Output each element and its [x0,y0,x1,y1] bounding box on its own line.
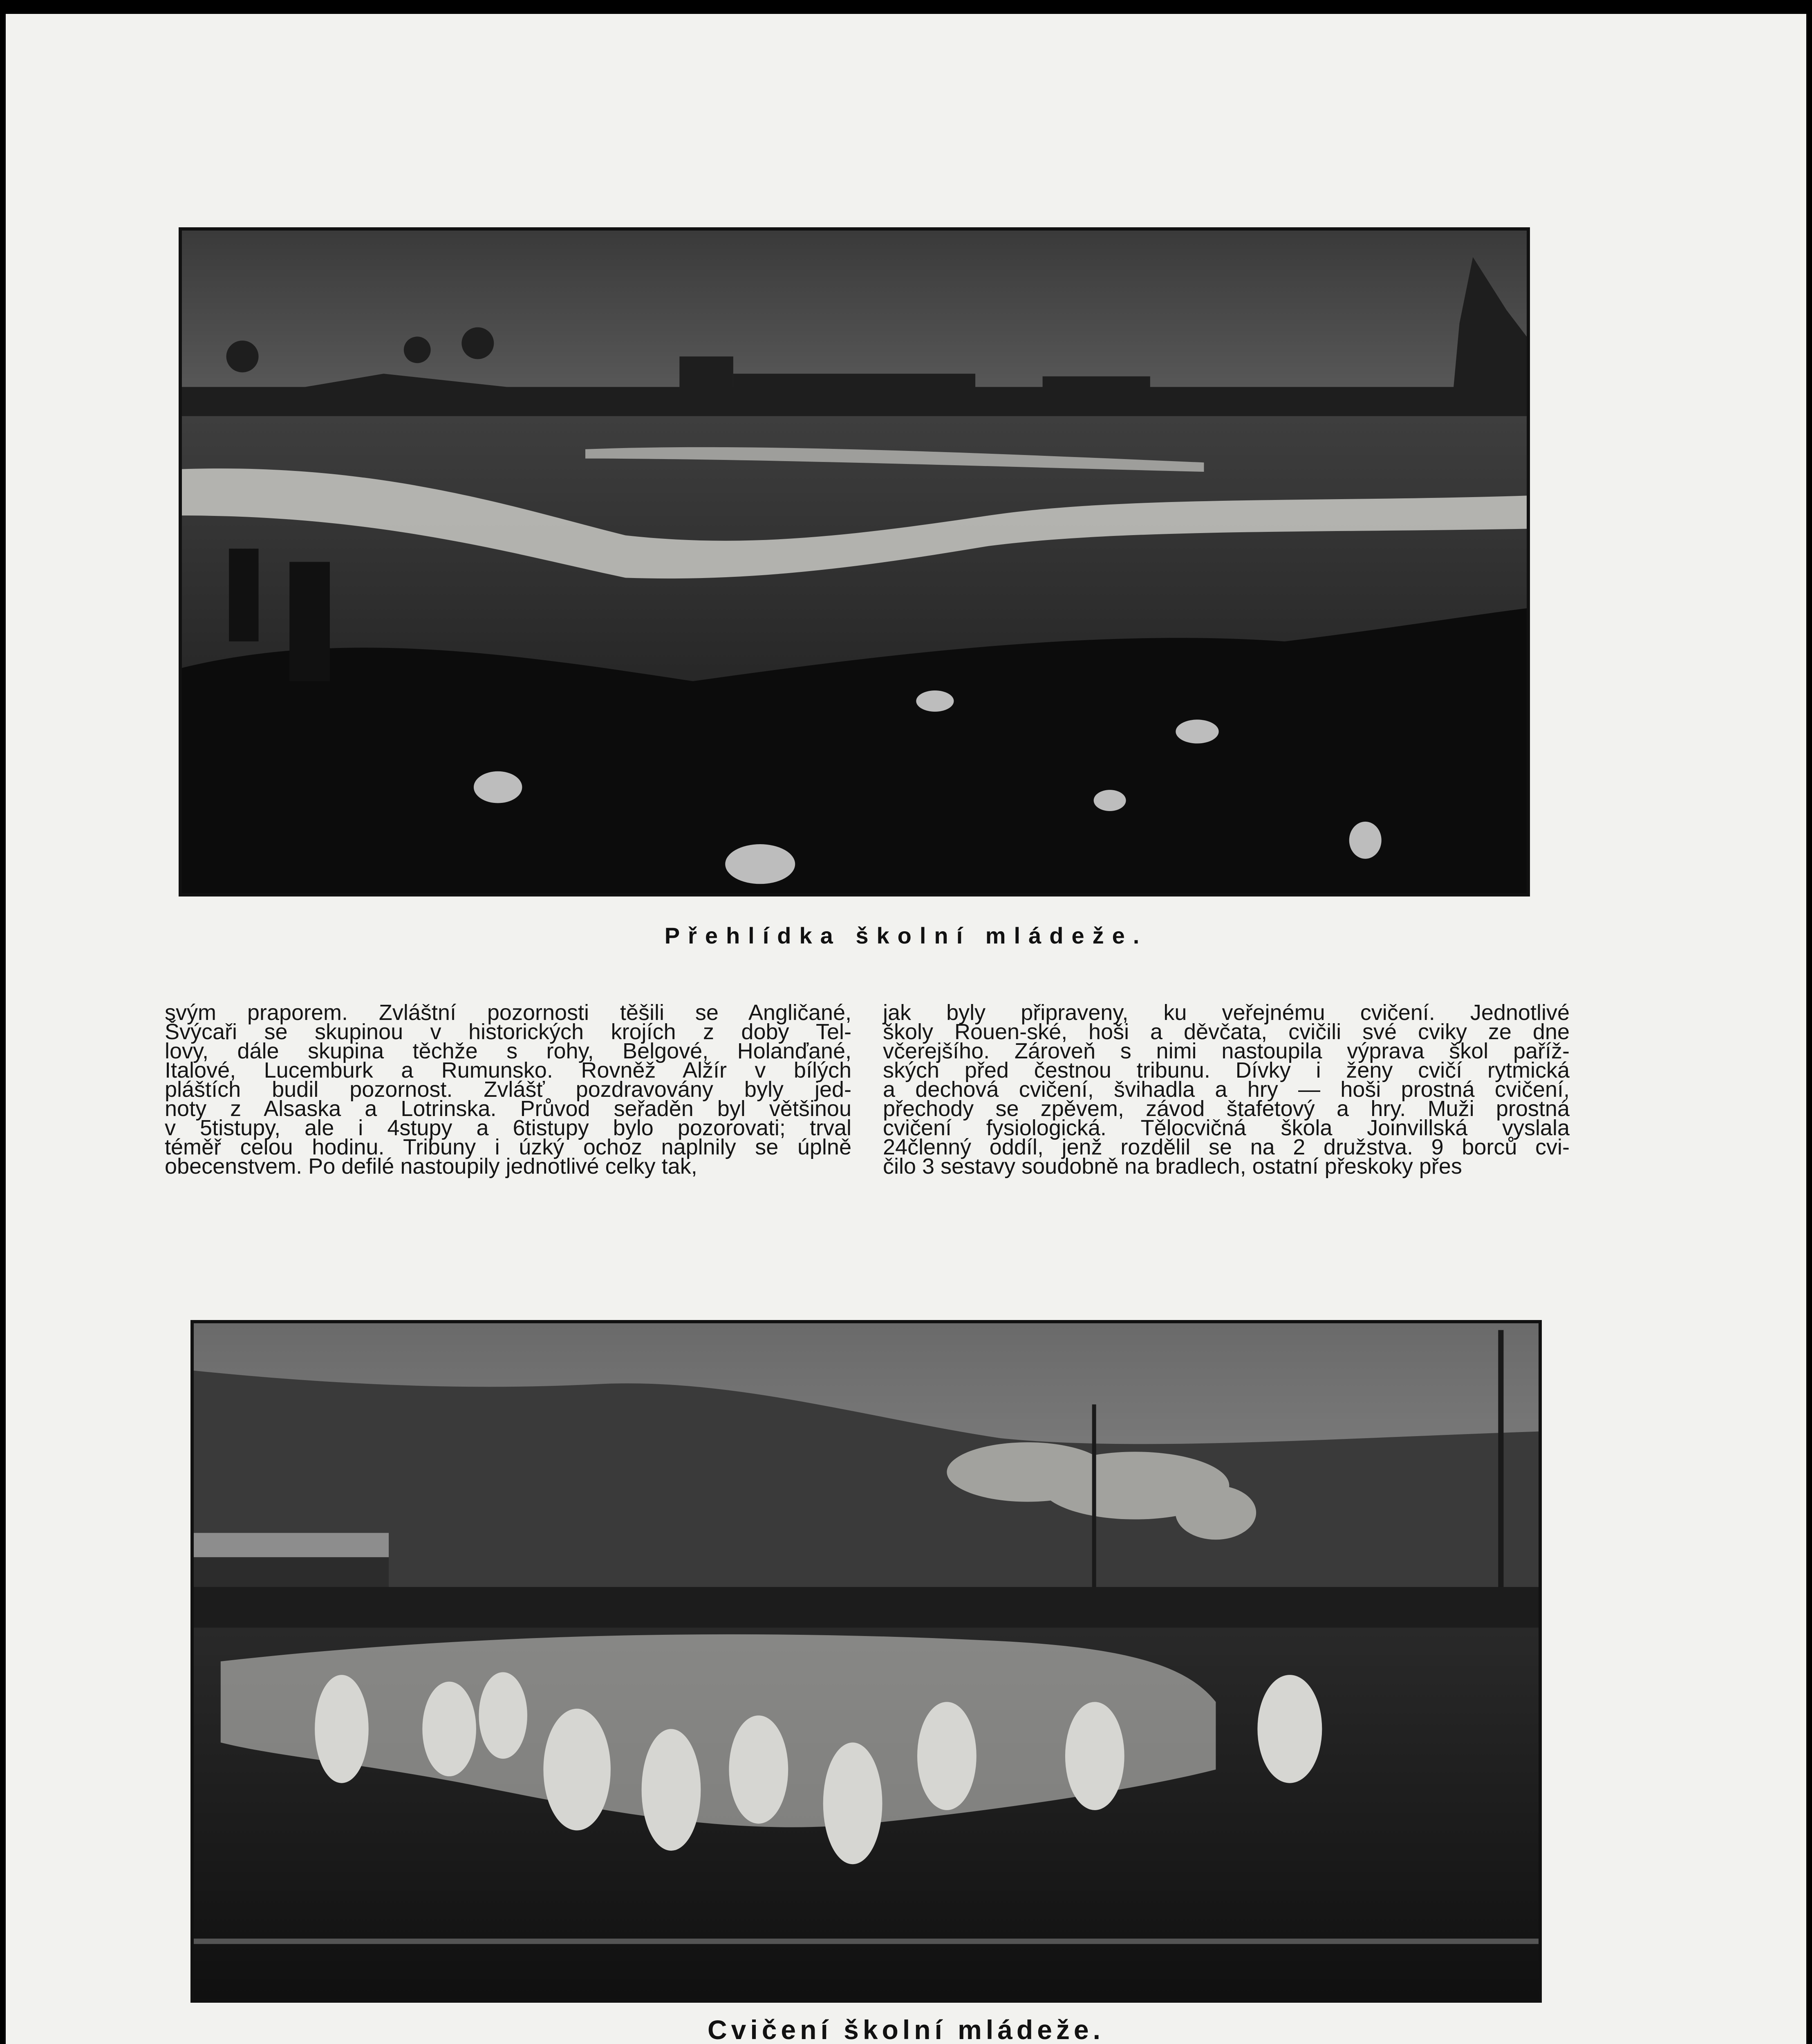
text-line: Italové, Lucemburk a Rumunsko. Rovněž Alžír v bílých [165,1058,851,1083]
text-line: svým praporem. Zvláštní pozornosti těšili se Angličané, [165,1000,851,1025]
text-line: obecenstvem. Po defilé nastoupily jednotlivé celky tak, [165,1154,697,1179]
text-line: Švýcaři se skupinou v historických krojích z doby Tel- [165,1020,851,1044]
text-line: noty z Alsaska a Lotrinska. Průvod seřaděn byl většinou [165,1096,851,1121]
exercise-scene [194,1323,1539,1999]
photo-exercises [190,1320,1542,2003]
photo-parade [179,227,1530,896]
track-line [194,1939,1539,1944]
text-line: 24členný oddíl, jenž rozdělil se na 2 družstva. 9 borců cvi- [883,1135,1570,1159]
text-line: cvičení fysiologická. Tělocvičná škola Joinvillská vyslala [883,1116,1570,1140]
text-line: lovy, dále skupina těchže s rohy, Belgové, Holanďané, [165,1039,851,1063]
text-column-right [883,1000,1570,1179]
shed-roof [194,1533,389,1558]
text-line: v 5tistupy, ale i 4stupy a 6tistupy bylo pozorovati; trval [165,1116,851,1140]
text-line: včerejšího. Zároveň s nimi nastoupila výprava škol paříž- [883,1039,1570,1063]
parade-scene [182,231,1527,893]
pole [1092,1404,1096,1594]
text-line: jak byly připraveny, ku veřejnému cvičení. Jednotlivé [883,1000,1570,1025]
text-line: a dechová cvičení, švihadla a hry — hoši prostná cvičení, [883,1077,1570,1102]
pole [1498,1330,1503,1594]
text-line: čilo 3 sestavy soudobně na bradlech, ostatní přeskoky přes [883,1154,1462,1179]
text-line: téměř celou hodinu. Tribuny i úzký ochoz naplnily se úplně [165,1135,851,1159]
text-line: přechody se zpěvem, závod štafetový a hry. Muži prostná [883,1096,1570,1121]
text-line: pláštích budil pozornost. Zvlášť pozdravovány byly jed- [165,1077,851,1102]
figure-caption-exercises: Cvičení školní mládeže. [708,2015,1104,2044]
spectators-background [194,1587,1539,1627]
text-line: školy Rouen-ské, hoši a děvčata, cvičili své cviky ze dne [883,1020,1570,1044]
figure-caption-parade: Přehlídka školní mládeže. [664,923,1148,948]
page [6,14,1806,2044]
text-column-left [165,1000,851,1179]
text-line: ských před čestnou tribunu. Dívky i ženy cvičí rytmická [883,1058,1570,1083]
